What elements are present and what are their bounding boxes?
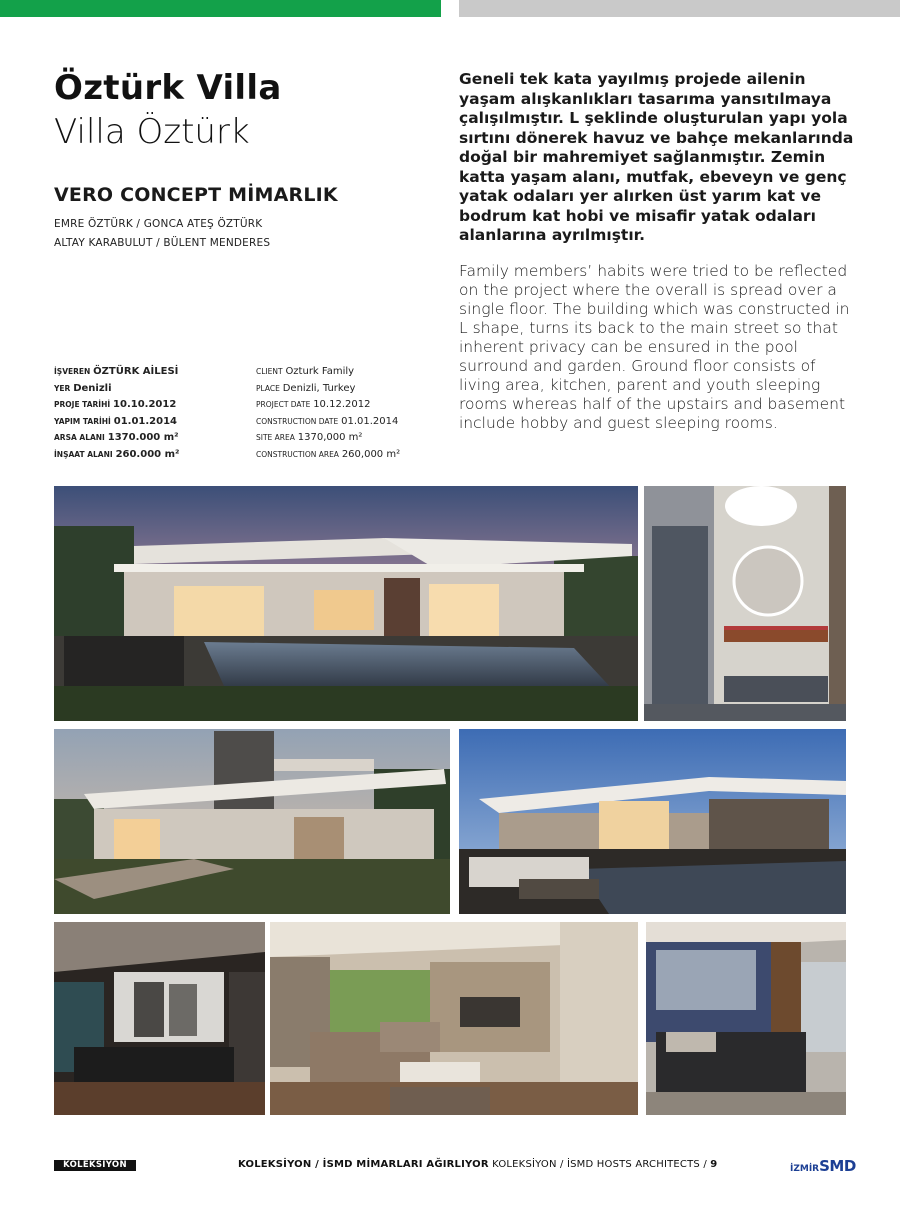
- fact-row: İNŞAAT ALANI 260.000 m²: [54, 448, 180, 460]
- fact-row: YER Denizli: [54, 382, 112, 394]
- architects-line-2: ALTAY KARABULUT / BÜLENT MENDERES: [54, 237, 271, 249]
- fact-row: ARSA ALANI 1370.000 m²: [54, 432, 179, 443]
- brand-big-text: SMD: [819, 1157, 856, 1175]
- footer-regular-text: KOLEKSİYON / İSMD HOSTS ARCHITECTS /: [488, 1159, 711, 1170]
- project-title-turkish: Öztürk Villa: [54, 68, 282, 108]
- description-english: Family members’ habits were tried to be reflected on the project where the overall is spread over a single floor. The building which was constructed in L shape, turns its back to the main street so that inherent privacy can be ensured in the pool surround and garden. Ground floor consists of living area, kitchen, parent and youth sleeping rooms whereas half of the upstairs and basement include hobby and guest sleeping rooms.: [459, 262, 850, 432]
- fact-row: PROJECT DATE 10.12.2012: [256, 399, 371, 410]
- photo-bathroom: [644, 486, 846, 721]
- koleksiyon-logo: KOLEKSİYON: [54, 1160, 136, 1171]
- page-number: 9: [710, 1159, 718, 1170]
- description-turkish: Geneli tek kata yayılmış projede ailenin yaşam alışkanlıkları tasarıma yansıtılmaya çalışılmıştır. L şeklinde oluşturulan yapı yola sırtını dönerek havuz ve bahçe mekanlarında doğal bir mahremiyet sağlanmıştır. Zemin katta yaşam alanı, mutfak, ebeveyn ve genç yatak odaları yer alırken üst yarım kat ve bodrum kat hobi ve misafir yatak odaları alanlarına ayrılmıştır.: [459, 70, 854, 244]
- fact-row: CONSTRUCTION AREA 260,000 m²: [256, 448, 401, 460]
- top-bar-green: [0, 0, 441, 17]
- fact-row: SITE AREA 1370,000 m²: [256, 432, 363, 443]
- footer-running-title: [238, 1159, 717, 1170]
- architects-line-1: EMRE ÖZTÜRK / GONCA ATEŞ ÖZTÜRK: [54, 218, 263, 230]
- photo-exterior-pool-dusk: [54, 486, 638, 721]
- fact-row: İŞVEREN ÖZTÜRK AİLESİ: [54, 366, 179, 377]
- fact-row: CLIENT Ozturk Family: [256, 366, 355, 377]
- project-facts-turkish: [54, 364, 244, 463]
- footer-bold-text: KOLEKSİYON / İSMD MİMARLARI AĞIRLIYOR: [238, 1159, 489, 1170]
- photo-front-entrance: [54, 729, 450, 914]
- project-title-english: Villa Öztürk: [54, 112, 250, 152]
- fact-row: PROJE TARİHİ 10.10.2012: [54, 399, 177, 410]
- top-bar-grey: [459, 0, 900, 17]
- photo-living-room: [270, 922, 638, 1115]
- fact-row: CONSTRUCTION DATE 01.01.2014: [256, 415, 399, 427]
- photo-home-theatre: [54, 922, 265, 1115]
- photo-bedroom: [646, 922, 846, 1115]
- project-facts-english: [256, 364, 446, 463]
- architecture-firm: VERO CONCEPT MİMARLIK: [54, 184, 338, 206]
- fact-row: YAPIM TARİHİ 01.01.2014: [54, 415, 177, 427]
- brand-small-text: İZMİR: [790, 1164, 820, 1174]
- photo-pool-terrace: [459, 729, 846, 914]
- fact-row: PLACE Denizli, Turkey: [256, 382, 356, 394]
- izmir-smd-logo: [790, 1156, 856, 1175]
